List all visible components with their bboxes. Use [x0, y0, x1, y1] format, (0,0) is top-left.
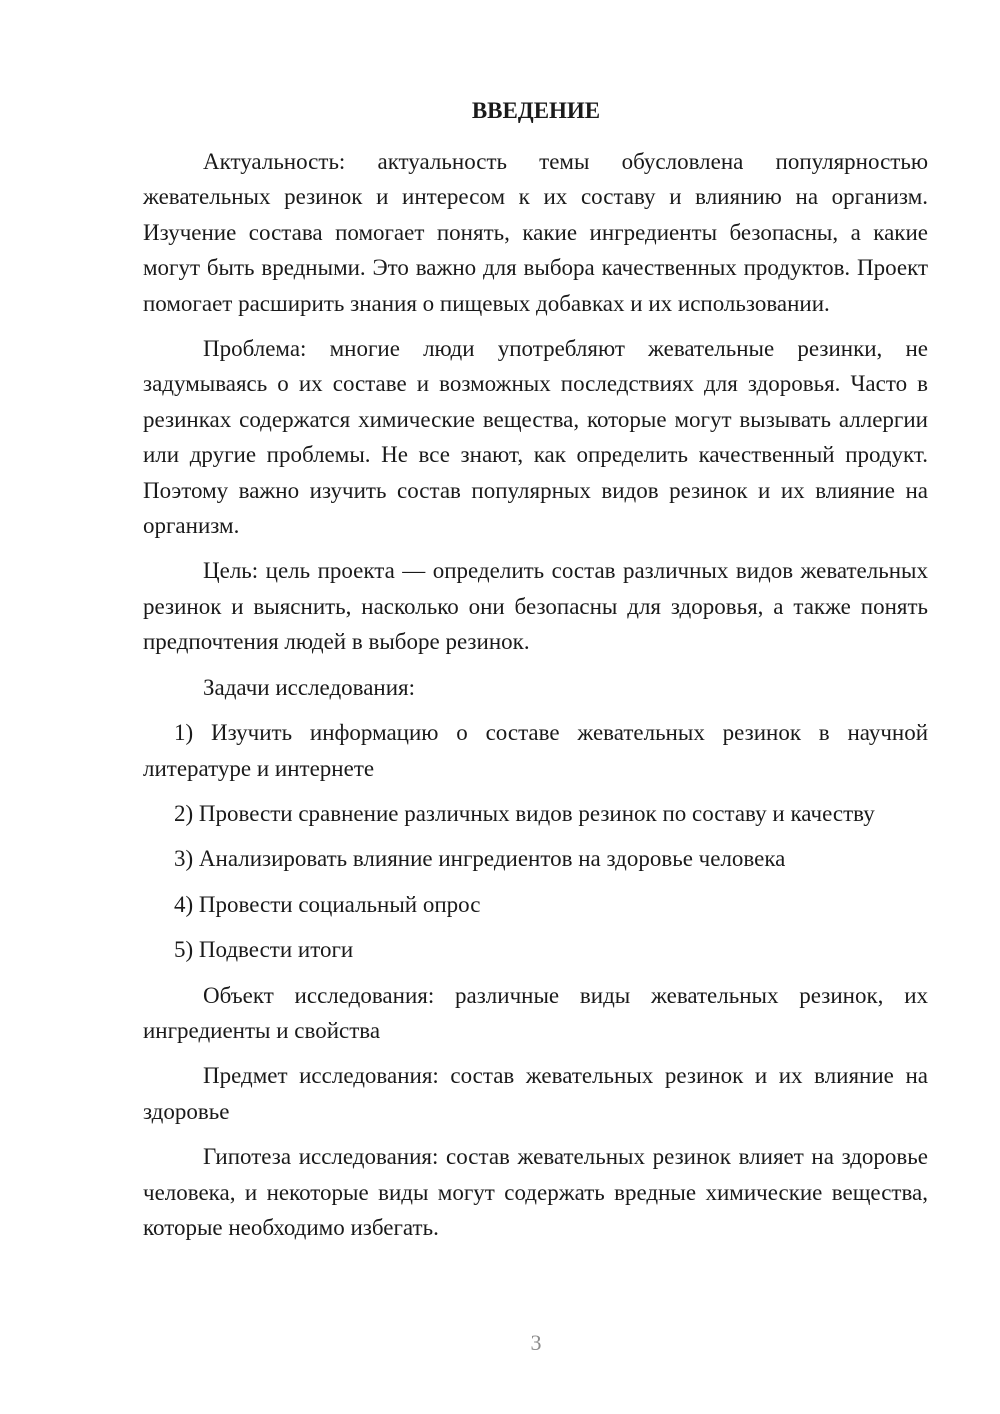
task-item: 1) Изучить информацию о составе жевательных резинок в научной литературе и интернете: [143, 720, 928, 781]
task-item: 4) Провести социальный опрос: [174, 891, 481, 917]
paragraph-problem: Проблема: многие люди употребляют жевательные резинки, не задумываясь о их составе и возможных последствиях для здоровья. Часто в резинках содержатся химические вещества, которые могут вызывать аллергии или другие проблемы. Не все знают, как определить качественный продукт. Поэтому важно изучить состав популярных видов резинок и их влияние на организм.: [143, 336, 928, 539]
task-item: 2) Провести сравнение различных видов резинок по составу и качеству: [174, 800, 875, 826]
task-item: 5) Подвести итоги: [174, 937, 354, 963]
page-title: ВВЕДЕНИЕ: [471, 98, 601, 123]
paragraph-subject: Предмет исследования: состав жевательных резинок и их влияние на здоровье: [143, 1063, 928, 1124]
tasks-heading: Задачи исследования:: [203, 674, 416, 700]
paragraph-hypothesis: Гипотеза исследования: состав жевательных резинок влияет на здоровье человека, и некоторые виды могут содержать вредные химические вещества, которые необходимо избегать.: [143, 1144, 928, 1240]
paragraph-object: Объект исследования: различные виды жевательных резинок, их ингредиенты и свойства: [143, 982, 928, 1043]
paragraph-relevance: Актуальность: актуальность темы обусловлена популярностью жевательных резинок и интересом к их составу и влиянию на организм. Изучение состава помогает понять, какие ингредиенты безопасны, а какие могут быть вредными. Это важно для выбора качественных продуктов. Проект помогает расширить знания о пищевых добавках и их использовании.: [143, 149, 928, 316]
page-number: 3: [530, 1330, 542, 1355]
task-item: 3) Анализировать влияние ингредиентов на здоровье человека: [174, 846, 786, 872]
document-body: [143, 144, 928, 1255]
paragraph-goal: Цель: цель проекта — определить состав различных видов жевательных резинок и выяснить, насколько они безопасны для здоровья, а также понять предпочтения людей в выборе резинок.: [143, 558, 928, 655]
